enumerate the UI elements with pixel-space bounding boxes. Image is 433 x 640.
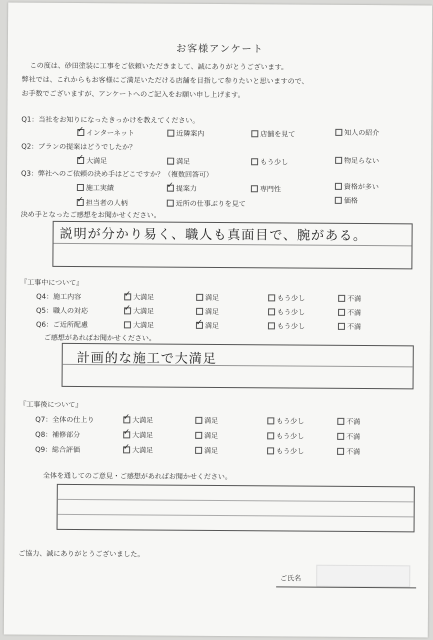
checkbox-icon[interactable] bbox=[335, 157, 342, 164]
q3-option-2[interactable]: 専門性 bbox=[251, 185, 281, 194]
checkbox-checked-icon[interactable] bbox=[123, 431, 130, 438]
survey-sheet bbox=[4, 3, 432, 638]
during-q0-option-1[interactable]: 満足 bbox=[196, 294, 219, 303]
after-q2-option-0[interactable]: ✓大満足 bbox=[123, 446, 153, 455]
checkbox-icon[interactable] bbox=[195, 432, 202, 439]
after-header: 『工事後について』 bbox=[19, 400, 83, 410]
q4-label: Q4：施工内容 bbox=[36, 292, 82, 302]
checkbox-icon[interactable] bbox=[337, 433, 344, 440]
during-q1-option-2[interactable]: もう少し bbox=[268, 308, 305, 317]
checkbox-icon[interactable] bbox=[338, 295, 345, 302]
name-label: ご氏名 bbox=[280, 574, 302, 583]
q2-option-1[interactable]: 満足 bbox=[167, 158, 190, 167]
after-rating-grid bbox=[8, 3, 432, 6]
during-comment-label: ご感想があればお聞かせください。 bbox=[43, 333, 156, 343]
checkbox-icon[interactable] bbox=[77, 184, 84, 191]
during-q2-option-0[interactable]: 大満足 bbox=[124, 321, 154, 330]
during-q0-option-2[interactable]: もう少し bbox=[268, 294, 305, 303]
checkbox-icon[interactable] bbox=[268, 308, 275, 315]
reason-handwriting: 説明が分かり易く、職人も真面目で、腕がある。 bbox=[59, 226, 368, 245]
checkbox-checked-icon[interactable] bbox=[77, 199, 84, 206]
checkbox-icon[interactable] bbox=[267, 417, 274, 424]
after-q0-option-0[interactable]: ✓大満足 bbox=[123, 416, 153, 425]
after-q1-option-3[interactable]: 不満 bbox=[337, 433, 360, 442]
after-q0-option-3[interactable]: 不満 bbox=[337, 418, 360, 427]
q3-option-0[interactable]: 施工実績 bbox=[77, 184, 114, 193]
checkbox-icon[interactable] bbox=[195, 447, 202, 454]
overall-comment-box[interactable] bbox=[57, 484, 415, 532]
checkbox-icon[interactable] bbox=[335, 197, 342, 204]
q1-option-2[interactable]: 店舗を見て bbox=[251, 130, 295, 139]
q2-option-3[interactable]: 物足らない bbox=[335, 157, 379, 166]
q9-label: Q9：総合評価 bbox=[35, 445, 81, 455]
after-q2-option-1[interactable]: 満足 bbox=[195, 447, 218, 456]
checkbox-icon[interactable] bbox=[196, 294, 203, 301]
q3-option-3[interactable]: 資格が多い bbox=[335, 183, 379, 192]
checkbox-icon[interactable] bbox=[337, 418, 344, 425]
q1-option-3[interactable]: 知人の紹介 bbox=[335, 129, 379, 138]
after-q2-option-2[interactable]: もう少し bbox=[267, 447, 304, 456]
checkbox-icon[interactable] bbox=[268, 294, 275, 301]
after-q1-option-2[interactable]: もう少し bbox=[267, 432, 304, 441]
checkbox-checked-icon[interactable] bbox=[167, 185, 174, 192]
checkbox-icon[interactable] bbox=[251, 185, 258, 192]
checkbox-icon[interactable] bbox=[124, 321, 131, 328]
reason-label: 決め手となったご感想をお聞かせください。 bbox=[20, 210, 161, 220]
q1-option-0[interactable]: ✓インターネット bbox=[77, 129, 134, 138]
checkbox-icon[interactable] bbox=[196, 308, 203, 315]
checkbox-icon[interactable] bbox=[338, 309, 345, 316]
checkbox-icon[interactable] bbox=[251, 130, 258, 137]
checkbox-icon[interactable] bbox=[338, 323, 345, 330]
checkbox-icon[interactable] bbox=[251, 158, 258, 165]
thanks-text: ご協力、誠にありがとうございました。 bbox=[18, 549, 145, 559]
during-header: 『工事中について』 bbox=[20, 278, 84, 288]
q3-option-6[interactable]: 価格 bbox=[335, 197, 358, 206]
page-title: お客様アンケート bbox=[176, 43, 264, 56]
q3-option-1[interactable]: ✓ 提案力 bbox=[167, 185, 197, 194]
q2-label: Q2：プランの提案はどうでしたか？ bbox=[21, 142, 137, 152]
checkbox-checked-icon[interactable] bbox=[124, 293, 131, 300]
q2-option-0[interactable]: ✓大満足 bbox=[77, 157, 107, 166]
checkbox-checked-icon[interactable] bbox=[77, 157, 84, 164]
during-q0-option-0[interactable]: ✓大満足 bbox=[124, 293, 154, 302]
during-comment-box[interactable] bbox=[62, 343, 414, 389]
during-q2-option-1[interactable]: ✓ 満足 bbox=[196, 322, 219, 331]
checkbox-checked-icon[interactable] bbox=[77, 129, 84, 136]
checkbox-icon[interactable] bbox=[167, 130, 174, 137]
during-q1-option-3[interactable]: 不満 bbox=[338, 309, 361, 318]
name-underline bbox=[276, 586, 416, 588]
q1-label: Q1：当社をお知りになったきっかけを教えてください。 bbox=[21, 115, 200, 125]
checkbox-checked-icon[interactable] bbox=[124, 307, 131, 314]
q7-label: Q7：全体の仕上り bbox=[35, 415, 95, 425]
q6-label: Q6：ご近所配慮 bbox=[35, 320, 88, 330]
checkbox-icon[interactable] bbox=[167, 158, 174, 165]
reason-answer-box[interactable] bbox=[52, 221, 412, 270]
q1-option-1[interactable]: 近隣案内 bbox=[167, 130, 204, 139]
during-q1-option-1[interactable]: 満足 bbox=[196, 308, 219, 317]
after-q0-option-1[interactable]: 満足 bbox=[195, 417, 218, 426]
intro-line-2: 弊社では、これからもお客様にご満足いただける店舗を目指して参りたいと思いますので、 bbox=[21, 75, 309, 86]
checkbox-icon[interactable] bbox=[195, 417, 202, 424]
q2-option-2[interactable]: もう少し bbox=[251, 158, 288, 167]
after-q1-option-0[interactable]: ✓大満足 bbox=[123, 431, 153, 440]
checkbox-icon[interactable] bbox=[337, 448, 344, 455]
checkbox-icon[interactable] bbox=[268, 322, 275, 329]
q3-label: Q3：弊社へのご依頼の決め手はどこですか？（複数回答可） bbox=[20, 169, 214, 179]
during-q2-option-3[interactable]: 不満 bbox=[338, 323, 361, 332]
intro-line-3: お手数でございますが、アンケートへのご記入をお願い申し上げます。 bbox=[21, 89, 245, 100]
during-q0-option-3[interactable]: 不満 bbox=[338, 295, 361, 304]
checkbox-checked-icon[interactable] bbox=[123, 416, 130, 423]
name-field[interactable] bbox=[316, 565, 410, 588]
after-q2-option-3[interactable]: 不満 bbox=[337, 448, 360, 457]
during-comment-handwriting: 計画的な施工で大満足 bbox=[76, 351, 217, 367]
after-q0-option-2[interactable]: もう少し bbox=[267, 417, 304, 426]
checkbox-checked-icon[interactable] bbox=[123, 446, 130, 453]
intro-line-1: この度は、砂田塗装に工事をご依頼いただきまして、誠にありがとうございます。 bbox=[29, 61, 289, 72]
checkbox-icon[interactable] bbox=[335, 129, 342, 136]
checkbox-icon[interactable] bbox=[335, 183, 342, 190]
q3-option-4[interactable]: ✓担当者の人柄 bbox=[77, 199, 128, 208]
checkbox-icon[interactable] bbox=[267, 432, 274, 439]
q5-label: Q5：職人の対応 bbox=[36, 306, 89, 316]
checkbox-checked-icon[interactable] bbox=[196, 322, 203, 329]
q3-option-5[interactable]: 近所の仕事ぶりを見て bbox=[167, 200, 246, 210]
checkbox-icon[interactable] bbox=[267, 447, 274, 454]
overall-label: 全体を通してのご意見・ご感想があればお聞かせください。 bbox=[42, 471, 232, 482]
during-rating-grid bbox=[8, 3, 432, 6]
during-q2-option-2[interactable]: もう少し bbox=[268, 322, 305, 331]
during-q1-option-0[interactable]: ✓大満足 bbox=[124, 307, 154, 316]
q8-label: Q8：補修部分 bbox=[35, 430, 81, 440]
checkbox-icon[interactable] bbox=[167, 200, 174, 207]
after-q1-option-1[interactable]: 満足 bbox=[195, 432, 218, 441]
